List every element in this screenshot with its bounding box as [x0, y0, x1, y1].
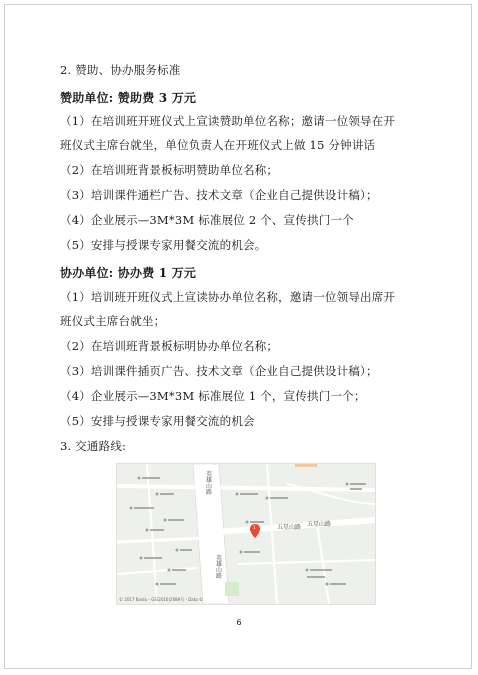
sponsor-heading: 赞助单位: 赞助费 3 万元 — [60, 91, 197, 105]
traffic-heading: 3. 交通路线: — [60, 439, 127, 453]
map-copyright: © 2017 Baidu - GS(2016)2089号 - Data © — [119, 597, 204, 602]
sponsor-item: （2）在培训班背景板标明赞助单位名称； — [60, 163, 279, 177]
co-organizer-item: （3）培训课件插页广告、技术文章（企业自己提供设计稿）； — [60, 364, 378, 378]
map-road-label: 五星山路 — [277, 524, 302, 531]
sponsor-item: （5）安排与授课专家用餐交流的机会。 — [60, 238, 267, 252]
co-organizer-item: （2）在培训班背景板标明协办单位名称； — [60, 339, 279, 353]
traffic-map[interactable] — [116, 463, 376, 605]
map-road-label: 五星山路 — [307, 521, 332, 528]
marker-label: 1 — [253, 525, 256, 530]
co-organizer-item: 班仪式主席台就坐； — [60, 314, 166, 328]
co-organizer-item: （1）培训班开班仪式上宣读协办单位名称，邀请一位领导出席开 — [60, 290, 396, 304]
co-organizer-item: （5）安排与授课专家用餐交流的机会 — [60, 414, 255, 428]
page-number: 6 — [236, 618, 242, 627]
sponsor-item: （3）培训课件通栏广告、技术文章（企业自己提供设计稿）； — [60, 188, 378, 202]
sponsor-item: （1）在培训班开班仪式上宣读赞助单位名称；邀请一位领导在开 — [60, 114, 396, 128]
section-heading: 2. 赞助、协办服务标准 — [60, 63, 181, 77]
map-road-label: 英雄山路 — [216, 555, 223, 580]
co-organizer-item: （4）企业展示—3M*3M 标准展位 1 个，宣传拱门一个； — [60, 389, 366, 403]
map-canvas — [117, 464, 375, 604]
sponsor-item: （4）企业展示—3M*3M 标准展位 2 个、宣传拱门一个 — [60, 213, 354, 227]
map-road-label: 英雄山路 — [206, 471, 213, 496]
co-organizer-heading: 协办单位: 协办费 1 万元 — [60, 266, 197, 280]
sponsor-item: 班仪式主席台就坐，单位负责人在开班仪式上做 15 分钟讲话 — [60, 138, 376, 152]
